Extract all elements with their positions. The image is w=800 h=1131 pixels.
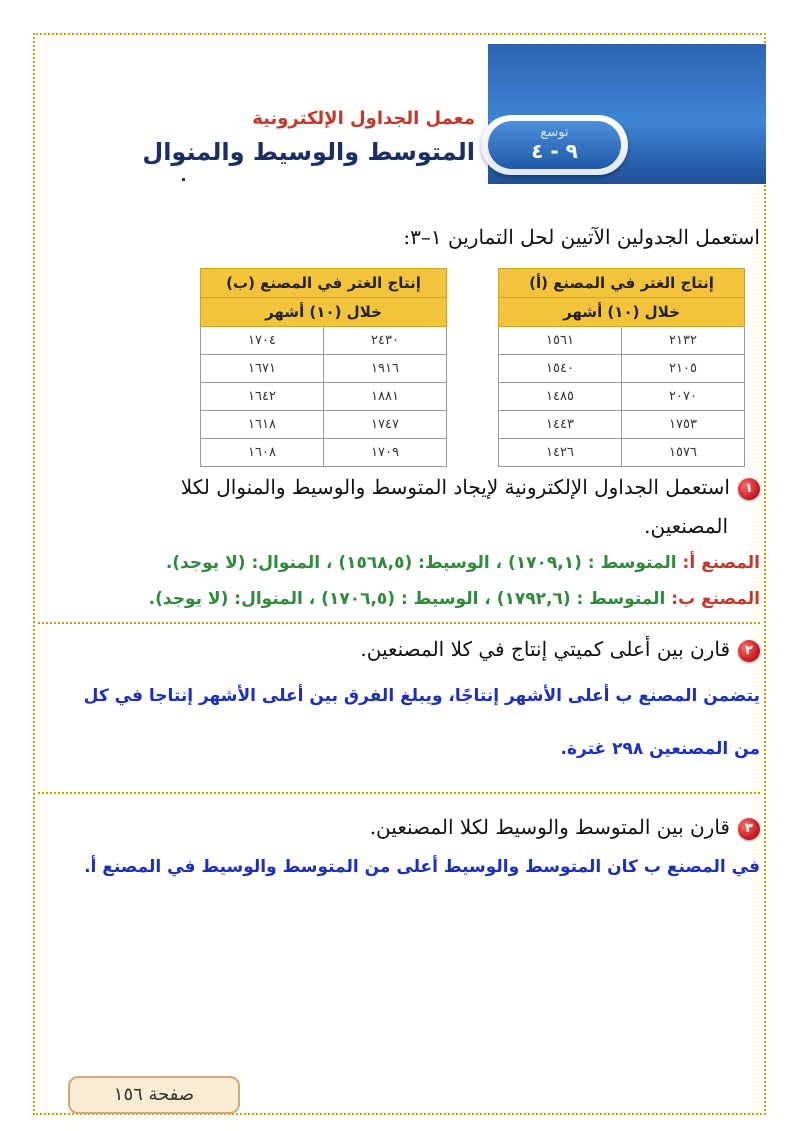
- table-cell: ٢٠٧٠: [622, 383, 745, 411]
- question-3: [370, 815, 760, 840]
- table-row: [201, 355, 447, 383]
- table-row: [201, 439, 447, 467]
- table-cell: ١٦٠٨: [201, 439, 324, 467]
- table-factory-a: [498, 268, 745, 467]
- question-text: قارن بين المتوسط والوسيط لكلا المصنعين.: [369, 815, 730, 839]
- question-1: [181, 475, 760, 500]
- answer-1-factory-a: [166, 553, 760, 573]
- table-cell: ١٥٤٠: [499, 355, 622, 383]
- page-number-label: صفحة ١٥٦: [68, 1076, 240, 1114]
- table-b-subheader: خلال (١٠) أشهر: [201, 298, 447, 327]
- table-cell: ١٦٤٢: [201, 383, 324, 411]
- table-cell: ١٥٦١: [499, 327, 622, 355]
- table-row: [201, 327, 447, 355]
- table-factory-b: [200, 268, 447, 467]
- stray-dot: [182, 178, 185, 181]
- lesson-number: ٩ - ٤: [531, 139, 578, 163]
- table-cell: ١٧٠٤: [201, 327, 324, 355]
- question-text: استعمل الجداول الإلكترونية لإيجاد المتوسط والوسيط والمنوال لكلا: [180, 475, 730, 499]
- answer-1-factory-b: [149, 589, 760, 609]
- table-cell: ١٧٠٩: [324, 439, 447, 467]
- table-a-subheader: خلال (١٠) أشهر: [499, 298, 745, 327]
- badge-tag: توسع: [540, 125, 569, 140]
- table-row: [499, 439, 745, 467]
- question-number-badge: ٣: [738, 818, 760, 840]
- table-cell: ١٤٨٥: [499, 383, 622, 411]
- answer-2-line-2: من المصنعين ٢٩٨ غترة.: [560, 739, 760, 759]
- table-a-header: إنتاج الغتر في المصنع (أ): [499, 269, 745, 298]
- table-cell: ١٧٤٧: [324, 411, 447, 439]
- table-row: [499, 383, 745, 411]
- table-b-header: إنتاج الغتر في المصنع (ب): [201, 269, 447, 298]
- table-cell: ٢١٣٢: [622, 327, 745, 355]
- answer-label: المصنع أ:: [682, 553, 760, 573]
- table-cell: ١٦٧١: [201, 355, 324, 383]
- lab-title: معمل الجداول الإلكترونية: [252, 108, 475, 129]
- table-cell: ١٥٧٦: [622, 439, 745, 467]
- question-text: قارن بين أعلى كميتي إنتاج في كلا المصنعين.: [360, 637, 730, 661]
- answer-text: المتوسط : (١٧٩٢,٦) ، الوسيط : (١٧٠٦,٥) ، المنوال: (لا يوجد).: [148, 589, 666, 609]
- question-number-badge: ٢: [738, 640, 760, 662]
- lesson-badge: [488, 121, 621, 169]
- answer-3: في المصنع ب كان المتوسط والوسيط أعلى من المتوسط والوسيط في المصنع أ.: [84, 857, 760, 877]
- table-cell: ١٩١٦: [324, 355, 447, 383]
- table-cell: ٢٤٣٠: [324, 327, 447, 355]
- answer-2-line-1: يتضمن المصنع ب أعلى الأشهر إنتاجًا، ويبلغ الفرق بين أعلى الأشهر إنتاجا في كل: [83, 686, 760, 706]
- table-cell: ٢١٠٥: [622, 355, 745, 383]
- table-cell: ١٤٤٣: [499, 411, 622, 439]
- answer-label: المصنع ب:: [671, 589, 760, 609]
- section-divider: [38, 792, 760, 794]
- table-row: [201, 383, 447, 411]
- table-cell: ١٨٨١: [324, 383, 447, 411]
- table-row: [201, 411, 447, 439]
- table-cell: ١٤٢٦: [499, 439, 622, 467]
- answer-text: المتوسط : (١٧٠٩,١) ، الوسيط: (١٥٦٨,٥) ، المنوال: (لا يوجد).: [165, 553, 677, 573]
- question-1-continuation: المصنعين.: [644, 514, 728, 538]
- table-cell: ١٧٥٣: [622, 411, 745, 439]
- question-number-badge: ١: [738, 478, 760, 500]
- table-row: [499, 355, 745, 383]
- question-2: [360, 637, 760, 662]
- lesson-title: المتوسط والوسيط والمنوال: [142, 138, 475, 166]
- table-row: [499, 327, 745, 355]
- table-row: [499, 411, 745, 439]
- page-border: [33, 33, 766, 1115]
- section-divider: [38, 622, 760, 624]
- table-cell: ١٦١٨: [201, 411, 324, 439]
- intro-text: استعمل الجدولين الآتيين لحل التمارين ١–٣:: [403, 225, 760, 249]
